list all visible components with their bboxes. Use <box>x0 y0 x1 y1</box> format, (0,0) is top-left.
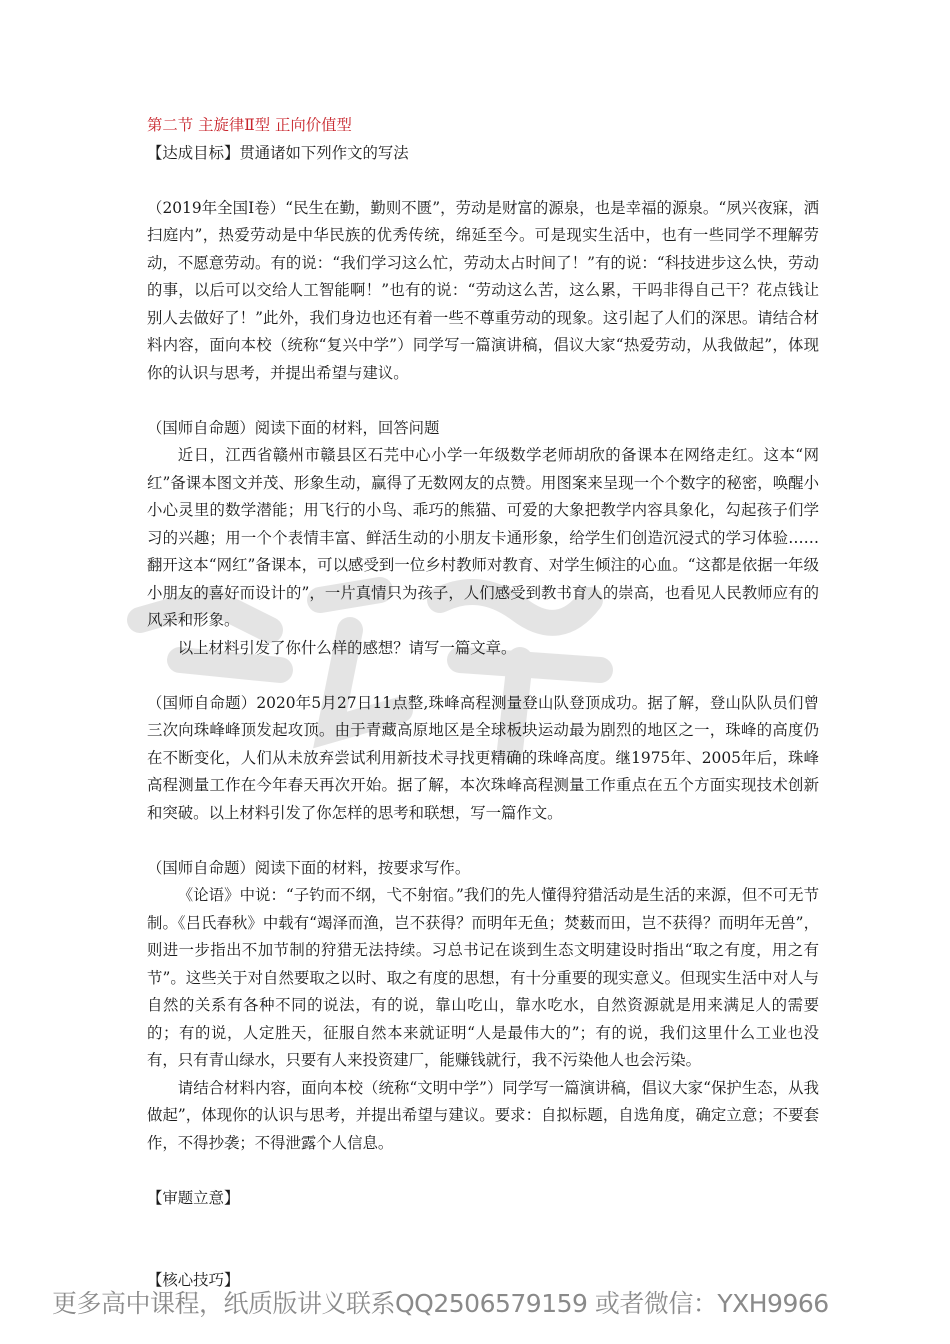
prompt-2-body: 近日，江西省赣州市赣县区石芫中心小学一年级数学老师胡欣的备课本在网络走红。这本“网红”备课本图文并茂、形象生动，赢得了无数网友的点赞。用图案来呈现一个个数字的秘密，唤醒小小心灵里的数学潜能；用飞行的小鸟、乖巧的熊猫、可爱的大象把教学内容具象化，勾起孩子们学习的兴趣；用一个个表情丰富、鲜活生动的小朋友卡通形象，给学生们创造沉浸式的学习体验……翻开这本“网红”备课本，可以感受到一位乡村教师对教育、对学生倾注的心血。“这都是依据一年级小朋友的喜好而设计的”，一片真情只为孩子，人们感受到教书育人的崇高，也看见人民教师应有的风采和形象。 <box>147 446 819 629</box>
prompt-1: （2019年全国Ⅰ卷）“民生在勤，勤则不匮”，劳动是财富的源泉，也是幸福的源泉。“夙兴夜寐，洒扫庭内”，热爱劳动是中华民族的优秀传统，绵延至今。可是现实生活中，也有一些同学不理解劳动，不愿意劳动。有的说：“我们学习这么忙，劳动太占时间了！”有的说：“科技进步这么快，劳动的事，以后可以交给人工智能啊！”也有的说：“劳动这么苦，这么累，干吗非得自己干？花点钱让别人去做好了！”此外，我们身边也还有着一些不尊重劳动的现象。这引起了人们的深思。请结合材料内容，面向本校（统称“复兴中学”）同学写一篇演讲稿，倡议大家“热爱劳动，从我做起”，体现你的认识与思考，并提出希望与建议。 <box>147 198 819 382</box>
footer-contact-banner: 更多高中课程，纸质版讲义联系QQ2506579159 或者微信：YXH9966 <box>52 1289 829 1318</box>
intent-heading: 【审题立意】 <box>147 1188 240 1207</box>
prompt-4-body: 《论语》中说：“子钓而不纲，弋不射宿。”我们的先人懂得狩猎活动是生活的来源，但不可无节制。《吕氏春秋》中载有“竭泽而渔，岂不获得？而明年无鱼；焚薮而田，岂不获得？而明年无兽”，则进一步指出不加节制的狩猎无法持续。习总书记在谈到生态文明建设时指出“取之有度，用之有节”。这些关于对自然要取之以时、取之有度的思想，有十分重要的现实意义。但现实生活中对人与自然的关系有各种不同的说法，有的说，靠山吃山，靠水吃水，自然资源就是用来满足人的需要的；有的说，人定胜天，征服自然本来就证明“人是最伟大的”；有的说，我们这里什么工业也没有，只有青山绿水，只要有人来投资建厂，能赚钱就行，我不污染他人也会污染。 <box>147 886 819 1069</box>
section-title: 第二节 主旋律Ⅱ型 正向价值型 <box>147 116 352 134</box>
prompt-3: （国师自命题）2020年5月27日11点整,珠峰高程测量登山队登顶成功。据了解，登山队队员们曾三次向珠峰峰顶发起攻顶。由于青藏高原地区是全球板块运动最为剧烈的地区之一，珠峰的高度仍在不断变化，人们从未放弃尝试利用新技术寻找更精确的珠峰高度。继1975年、2005年后，珠峰高程测量工作在今年春天再次开始。据了解，本次珠峰高程测量工作重点在五个方面实现技术创新和突破。以上材料引发了你怎样的思考和联想，写一篇作文。 <box>147 693 819 822</box>
skills-heading: 【核心技巧】 <box>147 1271 240 1289</box>
prompt-4-task: 请结合材料内容，面向本校（统称“文明中学”）同学写一篇演讲稿，倡议大家“保护生态，从我做起”，体现你的认识与思考，并提出希望与建议。要求：自拟标题，自选角度，确定立意；不要套作，不得抄袭；不得泄露个人信息。 <box>147 1078 819 1152</box>
prompt-4-heading: （国师自命题）阅读下面的材料，按要求写作。 <box>147 858 471 877</box>
goal-heading: 【达成目标】贯通诸如下列作文的写法 <box>147 143 409 162</box>
document-content <box>147 112 819 1295</box>
prompt-2-heading: （国师自命题）阅读下面的材料，回答问题 <box>147 418 440 437</box>
prompt-2-task: 以上材料引发了你什么样的感想？请写一篇文章。 <box>177 638 517 657</box>
